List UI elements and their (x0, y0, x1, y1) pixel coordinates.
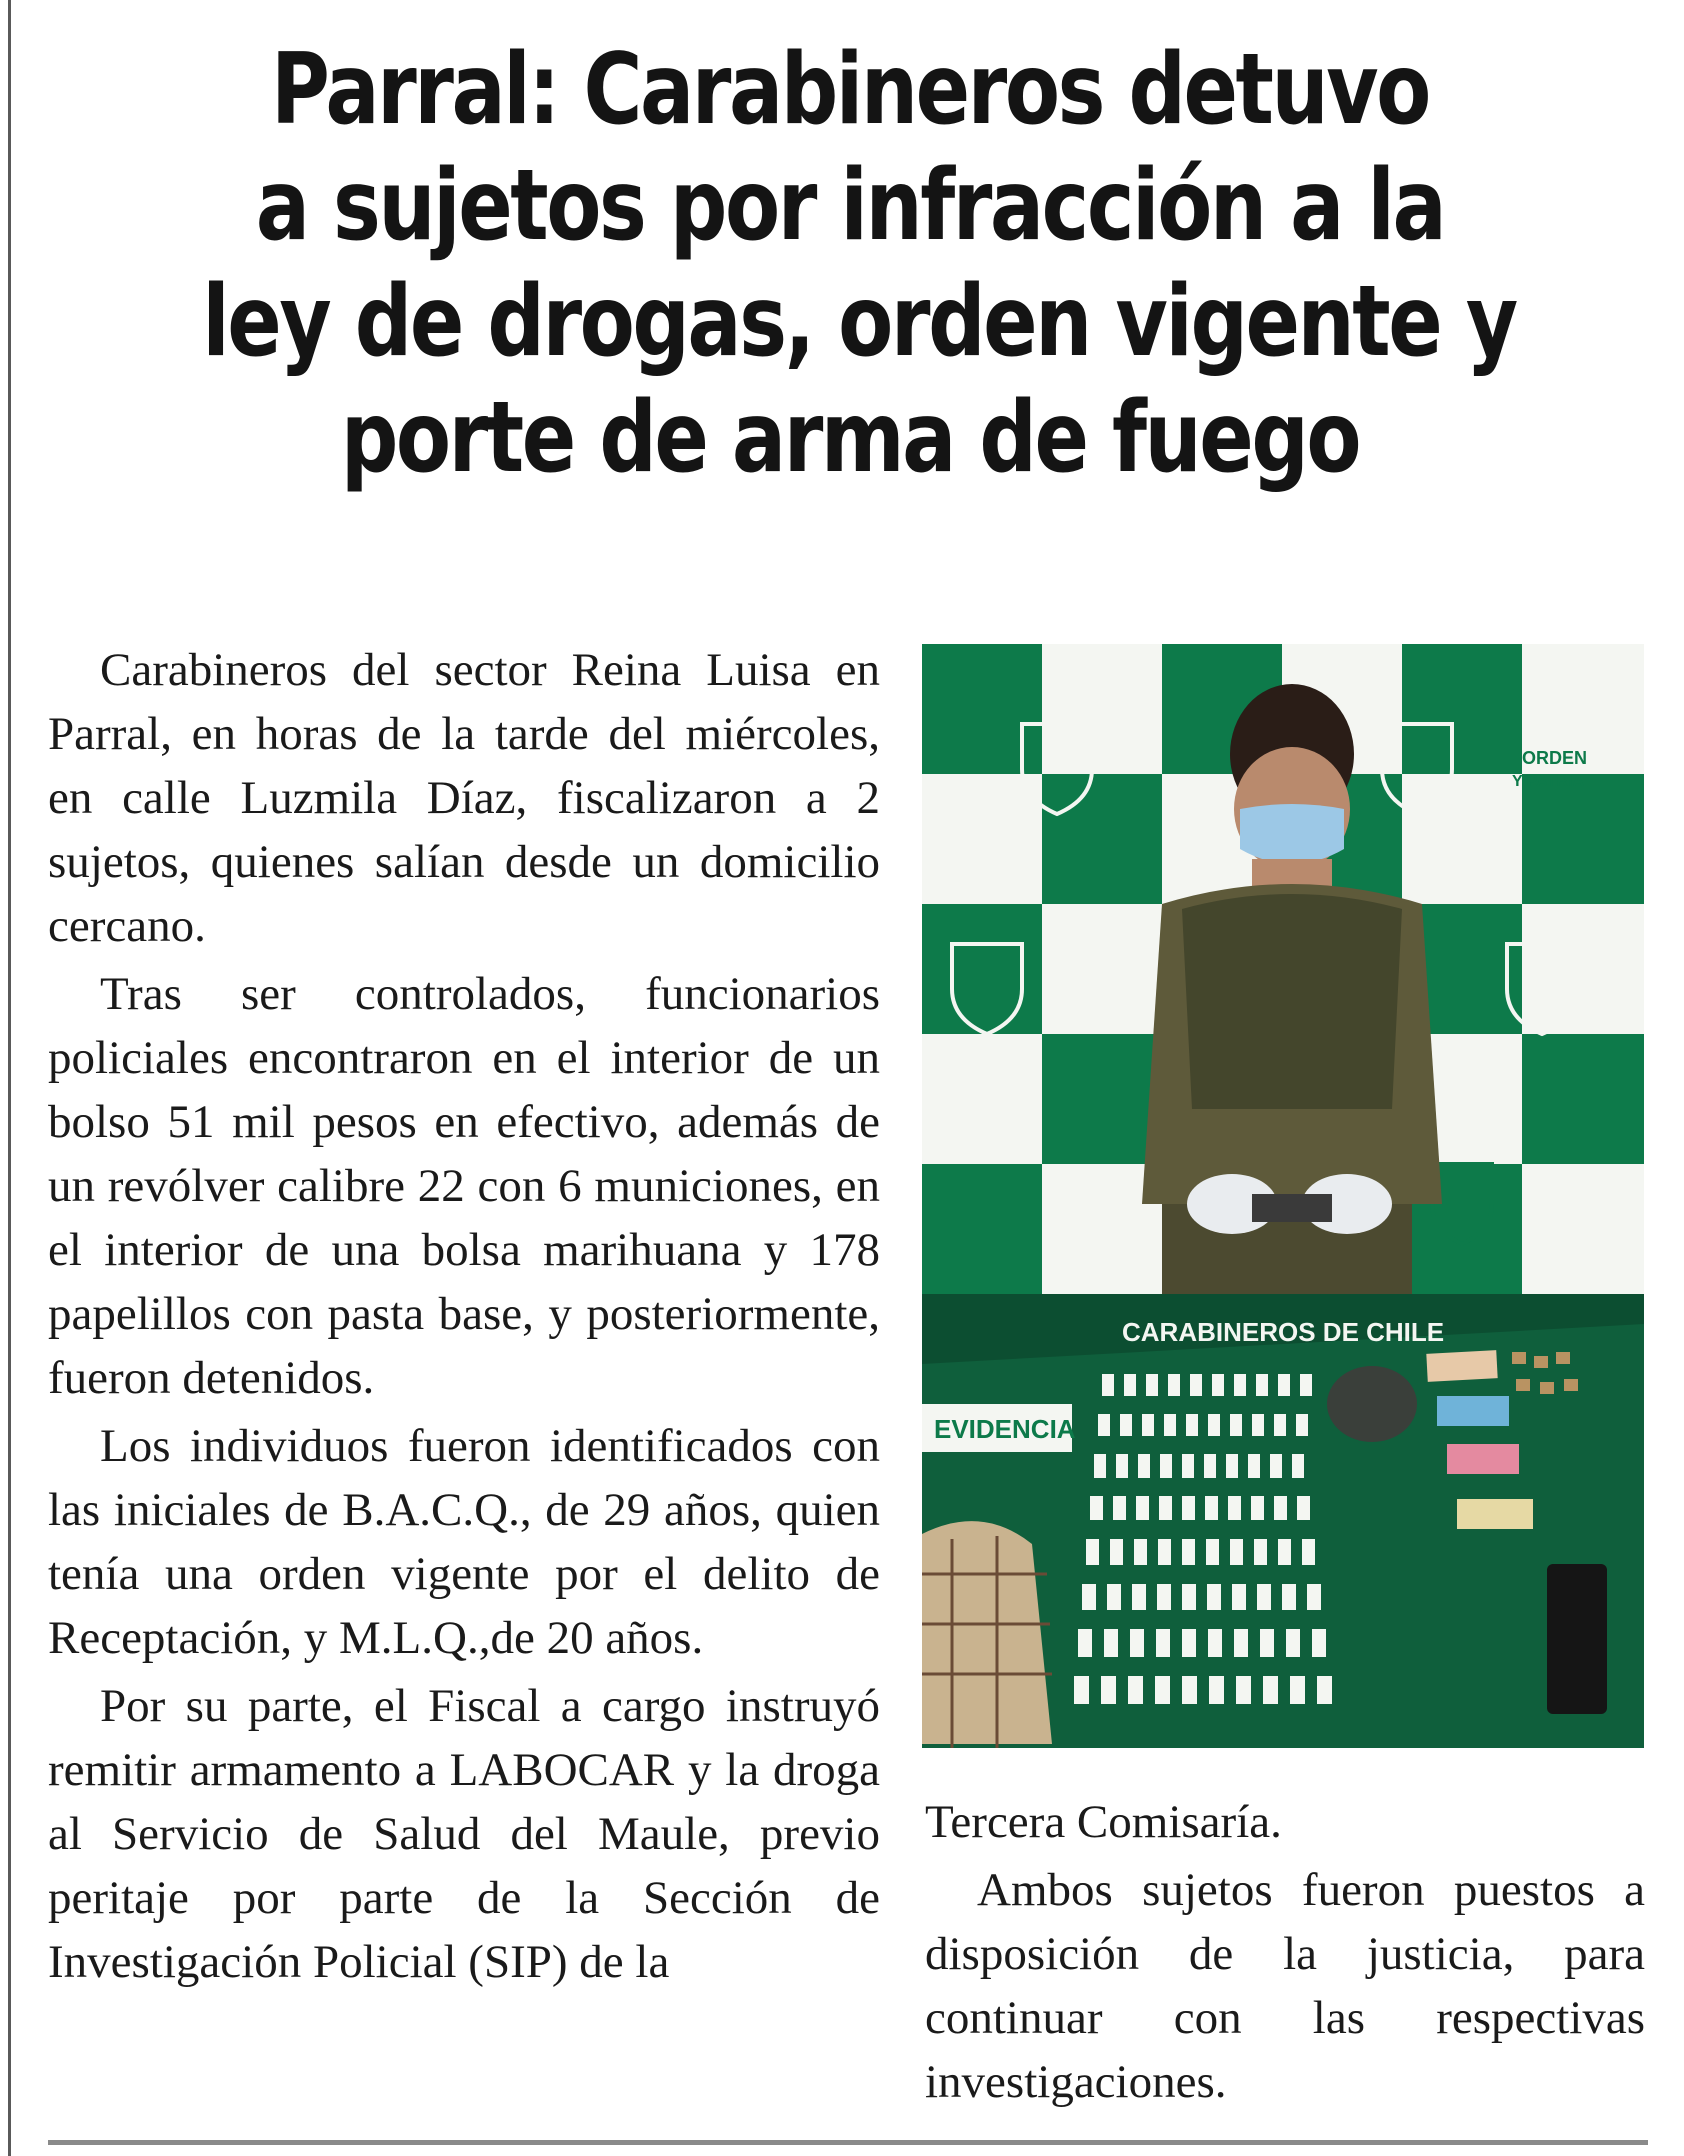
headline (202, 32, 1516, 496)
headline-line-4: porte de arma de fuego (340, 381, 1360, 495)
article-left-column (48, 638, 880, 1998)
evidence-label-text: EVIDENCIA (934, 1414, 1076, 1444)
paragraph-4: Por su parte, el Fiscal a cargo instruyó remitir armamento a LABOCAR y la droga al Servicio de Salud del Maule, previo peritaje por parte de la Sección de Investigación Policial (SIP) de la (48, 1680, 880, 1988)
paragraph-1: Carabineros del sector Reina Luisa en Parral, en horas de la tarde del miércoles, en calle Luzmila Díaz, fiscalizaron a 2 sujetos, quienes salían desde un domicilio cercano. (48, 644, 880, 952)
svg-text:Y PATRIA: Y PATRIA (1512, 773, 1585, 790)
paragraph-3: Los individuos fueron identificados con las iniciales de B.A.C.Q., de 29 años, quien tenía una orden vigente por el delito de Receptación, y M.L.Q.,de 20 años. (48, 1420, 880, 1664)
backdrop-text: ORDEN (1522, 748, 1588, 768)
bottom-rule (48, 2140, 1648, 2145)
table-banner-text: CARABINEROS DE CHILE (1122, 1317, 1445, 1347)
paragraph-2: Tras ser controlados, funcionarios policiales encontraron en el interior de un bolso 51 mil pesos en efectivo, además de un revólver calibre 22 con 6 municiones, en el interior de una bolsa marihuana y 178 papelillos con pasta base, y posteriormente, fueron detenidos. (48, 968, 880, 1404)
headline-line-2: a sujetos por infracción a la (255, 149, 1445, 263)
paragraph-6: Ambos sujetos fueron puestos a disposición de la justicia, para continuar con las respectivas investigaciones. (925, 1864, 1645, 2108)
left-column-rule (8, 0, 11, 2156)
headline-line-1: Parral: Carabineros detuvo (271, 33, 1429, 147)
article-photo (922, 644, 1644, 1748)
article-right-column (925, 1790, 1645, 2118)
headline-line-3: ley de drogas, orden vigente y (202, 265, 1516, 379)
paragraph-5: Tercera Comisaría. (925, 1796, 1282, 1848)
